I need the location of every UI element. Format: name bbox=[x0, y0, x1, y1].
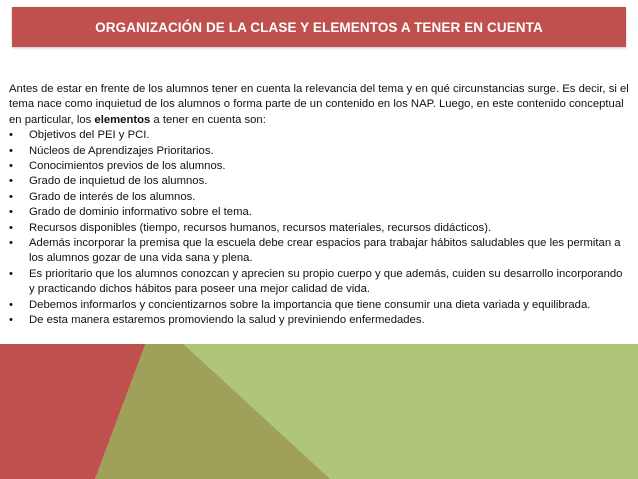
intro-paragraph bbox=[9, 82, 629, 128]
bullet-icon: • bbox=[9, 237, 13, 250]
list-item-text: Objetivos del PEI y PCI. bbox=[29, 129, 150, 142]
bullet-icon: • bbox=[9, 298, 13, 311]
list-item bbox=[9, 128, 629, 143]
list-item-text: Grado de interés de los alumnos. bbox=[29, 190, 196, 203]
list-item-text: Debemos informarlos y concientizarnos sobre la importancia que tiene consumir una dieta variada y equilibrada. bbox=[29, 298, 591, 311]
bullet-icon: • bbox=[9, 190, 13, 203]
list-item-text: Recursos disponibles (tiempo, recursos humanos, recursos materiales, recursos didácticos). bbox=[29, 221, 492, 234]
intro-text-after: a tener en cuenta son: bbox=[150, 113, 266, 126]
list-item-text: Grado de inquietud de los alumnos. bbox=[29, 175, 208, 188]
bullet-icon: • bbox=[9, 314, 13, 327]
bullet-icon: • bbox=[9, 129, 13, 142]
list-item-text: Conocimientos previos de los alumnos. bbox=[29, 160, 226, 173]
list-item bbox=[9, 205, 629, 220]
bullet-list bbox=[9, 128, 629, 328]
list-item bbox=[9, 236, 629, 267]
list-item bbox=[9, 174, 629, 189]
list-item-text: Grado de dominio informativo sobre el tema. bbox=[29, 206, 252, 219]
bullet-icon: • bbox=[9, 175, 13, 188]
bullet-icon: • bbox=[9, 267, 13, 280]
list-item-text: Es prioritario que los alumnos conozcan y aprecien su propio cuerpo y que además, cuiden su desarrollo incorporando y practicando dichos hábitos para poseer una mejor calidad de vida. bbox=[29, 267, 623, 296]
list-item bbox=[9, 221, 629, 236]
bullet-icon: • bbox=[9, 160, 13, 173]
list-item-text: Núcleos de Aprendizajes Prioritarios. bbox=[29, 144, 214, 157]
list-item bbox=[9, 190, 629, 205]
bullet-icon: • bbox=[9, 221, 13, 234]
list-item-text: De esta manera estaremos promoviendo la salud y previniendo enfermedades. bbox=[29, 314, 425, 327]
intro-text-before: Antes de estar en frente de los alumnos tener en cuenta la relevancia del tema y en qué circunstancias surge. Es decir, si el tema nace como inquietud de los alumnos o forma parte de un contenido en los NAP. Luego, en este contenido conceptual en particular, los bbox=[9, 83, 629, 126]
list-item bbox=[9, 267, 629, 298]
bullet-icon: • bbox=[9, 144, 13, 157]
title-bar bbox=[12, 7, 626, 47]
page-title: ORGANIZACIÓN DE LA CLASE Y ELEMENTOS A TENER EN CUENTA bbox=[95, 19, 543, 35]
list-item bbox=[9, 313, 629, 328]
intro-text-bold: elementos bbox=[94, 113, 151, 126]
list-item-text: Además incorporar la premisa que la escuela debe crear espacios para trabajar hábitos saludables que les permitan a los alumnos gozar de una vida sana y plena. bbox=[29, 237, 621, 265]
bullet-icon: • bbox=[9, 206, 13, 219]
list-item bbox=[9, 144, 629, 159]
list-item bbox=[9, 159, 629, 174]
slide-body bbox=[9, 82, 629, 329]
list-item bbox=[9, 298, 629, 313]
